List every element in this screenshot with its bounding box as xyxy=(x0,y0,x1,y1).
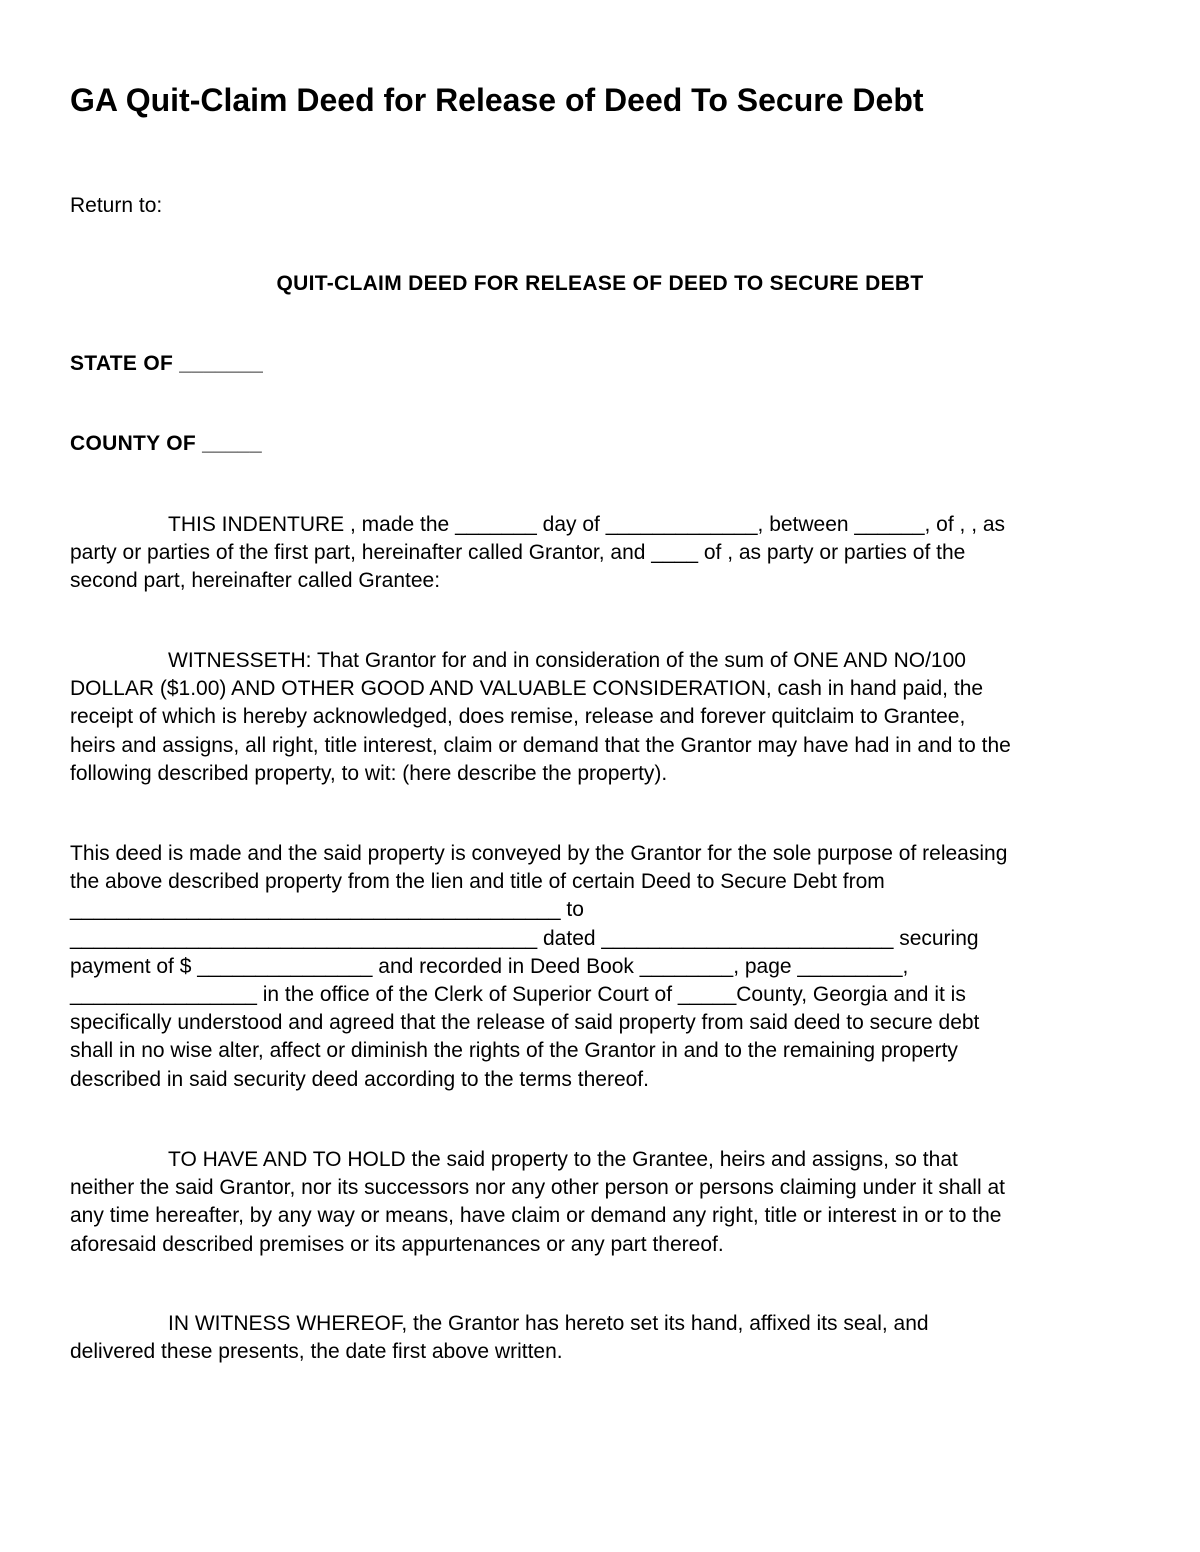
paragraph-line: aforesaid described premises or its appurtenances or any part thereof. xyxy=(70,1232,724,1256)
paragraph-line: following described property, to wit: (here describe the property). xyxy=(70,761,668,785)
deed-heading: QUIT-CLAIM DEED FOR RELEASE OF DEED TO SECURE DEBT xyxy=(276,272,924,295)
paragraph-line: neither the said Grantor, nor its successors nor any other person or persons claiming under it shall at xyxy=(70,1176,1005,1200)
paragraph-line: the above described property from the lien and title of certain Deed to Secure Debt from xyxy=(70,870,885,894)
paragraph-line: IN WITNESS WHEREOF, the Grantor has hereto set its hand, affixed its seal, and xyxy=(168,1312,929,1335)
paragraph-line: ________________ in the office of the Clerk of Superior Court of _____County, Georgia and it is xyxy=(70,983,966,1007)
paragraph-line: payment of $ _______________ and recorded in Deed Book ________, page _________, xyxy=(70,954,909,978)
paragraph-line: DOLLAR ($1.00) AND OTHER GOOD AND VALUABLE CONSIDERATION, cash in hand paid, the xyxy=(70,677,984,701)
county-of-line: COUNTY OF _____ xyxy=(70,432,263,455)
paragraph-line: __________________________________________ to xyxy=(70,898,584,922)
paragraph-line: receipt of which is hereby acknowledged, does remise, release and forever quitclaim to Grantee, xyxy=(70,705,966,729)
paragraph-line: delivered these presents, the date first above written. xyxy=(70,1340,563,1364)
paragraph-line: any time hereafter, by any way or means, have claim or demand any right, title or interest in or to the xyxy=(70,1204,1002,1228)
paragraph-line: shall in no wise alter, affect or diminish the rights of the Grantor in and to the remaining property xyxy=(70,1039,958,1063)
paragraph-line: THIS INDENTURE , made the _______ day of _____________, between ______, of , , as xyxy=(168,513,1006,536)
return-to-label: Return to: xyxy=(70,194,163,217)
paragraph-line: party or parties of the first part, hereinafter called Grantor, and ____ of , as party or parties of the xyxy=(70,541,966,565)
paragraph-line: heirs and assigns, all right, title interest, claim or demand that the Grantor may have had in and to the xyxy=(70,733,1011,757)
habendum-paragraph xyxy=(70,1146,1130,1259)
paragraph-line: ________________________________________ dated _________________________ securing xyxy=(70,926,979,950)
paragraph-line: described in said security deed according to the terms thereof. xyxy=(70,1067,649,1091)
paragraph-line: TO HAVE AND TO HOLD the said property to the Grantee, heirs and assigns, so that xyxy=(168,1148,958,1171)
paragraph-line: second part, hereinafter called Grantee: xyxy=(70,569,441,593)
in-witness-paragraph xyxy=(70,1310,1130,1366)
document-title: GA Quit-Claim Deed for Release of Deed To Secure Debt xyxy=(70,82,924,118)
release-purpose-paragraph xyxy=(70,840,1130,1094)
paragraph-line: specifically understood and agreed that the release of said property from said deed to secure debt xyxy=(70,1011,980,1035)
paragraph-line: This deed is made and the said property is conveyed by the Grantor for the sole purpose of releasing xyxy=(70,842,1008,865)
indenture-paragraph xyxy=(70,511,1130,596)
paragraph-line: WITNESSETH: That Grantor for and in consideration of the sum of ONE AND NO/100 xyxy=(168,649,966,672)
witnesseth-paragraph xyxy=(70,647,1130,788)
state-of-line: STATE OF _______ xyxy=(70,352,264,375)
